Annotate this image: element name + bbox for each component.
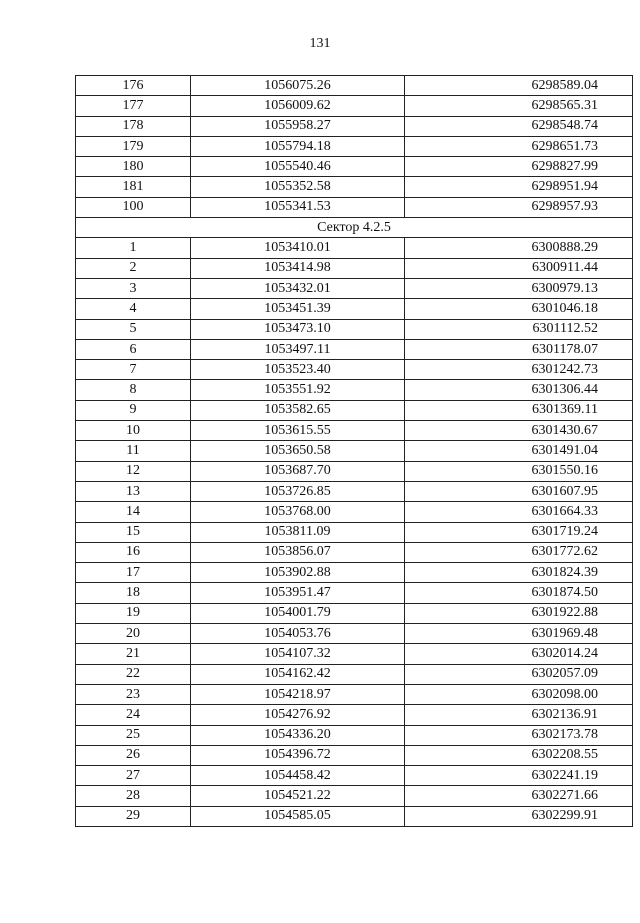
y-coordinate-cell: 6301922.88	[405, 603, 633, 623]
y-coordinate-cell: 6298651.73	[405, 136, 633, 156]
x-coordinate-cell: 1054107.32	[191, 644, 405, 664]
point-number-cell: 6	[76, 339, 191, 359]
x-coordinate-cell: 1053615.55	[191, 421, 405, 441]
y-coordinate-cell: 6302299.91	[405, 806, 633, 826]
point-number-cell: 17	[76, 563, 191, 583]
table-row	[76, 400, 633, 420]
table-row	[76, 603, 633, 623]
section-header-body	[76, 218, 633, 238]
x-coordinate-cell: 1053811.09	[191, 522, 405, 542]
table-row	[76, 624, 633, 644]
table-body-top	[76, 76, 633, 218]
point-number-cell: 177	[76, 96, 191, 116]
section-title: Сектор 4.2.5	[76, 218, 633, 238]
point-number-cell: 15	[76, 522, 191, 542]
table-row	[76, 786, 633, 806]
table-row	[76, 806, 633, 826]
x-coordinate-cell: 1053473.10	[191, 319, 405, 339]
y-coordinate-cell: 6300911.44	[405, 258, 633, 278]
x-coordinate-cell: 1054276.92	[191, 705, 405, 725]
y-coordinate-cell: 6302271.66	[405, 786, 633, 806]
table-row	[76, 542, 633, 562]
table-row	[76, 278, 633, 298]
point-number-cell: 11	[76, 441, 191, 461]
point-number-cell: 22	[76, 664, 191, 684]
y-coordinate-cell: 6301550.16	[405, 461, 633, 481]
point-number-cell: 23	[76, 684, 191, 704]
y-coordinate-cell: 6300888.29	[405, 238, 633, 258]
x-coordinate-cell: 1053414.98	[191, 258, 405, 278]
y-coordinate-cell: 6302208.55	[405, 745, 633, 765]
point-number-cell: 25	[76, 725, 191, 745]
point-number-cell: 16	[76, 542, 191, 562]
point-number-cell: 29	[76, 806, 191, 826]
table-row	[76, 339, 633, 359]
x-coordinate-cell: 1053497.11	[191, 339, 405, 359]
table-row	[76, 684, 633, 704]
x-coordinate-cell: 1055540.46	[191, 157, 405, 177]
table-row	[76, 705, 633, 725]
table-row	[76, 421, 633, 441]
table-row	[76, 299, 633, 319]
y-coordinate-cell: 6301772.62	[405, 542, 633, 562]
point-number-cell: 1	[76, 238, 191, 258]
x-coordinate-cell: 1054521.22	[191, 786, 405, 806]
y-coordinate-cell: 6301242.73	[405, 360, 633, 380]
y-coordinate-cell: 6301491.04	[405, 441, 633, 461]
point-number-cell: 19	[76, 603, 191, 623]
x-coordinate-cell: 1054458.42	[191, 766, 405, 786]
x-coordinate-cell: 1055794.18	[191, 136, 405, 156]
x-coordinate-cell: 1054001.79	[191, 603, 405, 623]
table-row	[76, 583, 633, 603]
x-coordinate-cell: 1053856.07	[191, 542, 405, 562]
point-number-cell: 176	[76, 76, 191, 96]
coordinates-table	[75, 75, 633, 827]
x-coordinate-cell: 1056075.26	[191, 76, 405, 96]
section-header-row	[76, 218, 633, 238]
point-number-cell: 28	[76, 786, 191, 806]
x-coordinate-cell: 1053410.01	[191, 238, 405, 258]
point-number-cell: 4	[76, 299, 191, 319]
x-coordinate-cell: 1053951.47	[191, 583, 405, 603]
point-number-cell: 27	[76, 766, 191, 786]
y-coordinate-cell: 6301824.39	[405, 563, 633, 583]
x-coordinate-cell: 1053551.92	[191, 380, 405, 400]
point-number-cell: 8	[76, 380, 191, 400]
y-coordinate-cell: 6298827.99	[405, 157, 633, 177]
x-coordinate-cell: 1053523.40	[191, 360, 405, 380]
y-coordinate-cell: 6302173.78	[405, 725, 633, 745]
x-coordinate-cell: 1053582.65	[191, 400, 405, 420]
y-coordinate-cell: 6298951.94	[405, 177, 633, 197]
table-body-bottom	[76, 238, 633, 827]
table-row	[76, 664, 633, 684]
y-coordinate-cell: 6298957.93	[405, 197, 633, 217]
table-row	[76, 725, 633, 745]
table-row	[76, 766, 633, 786]
x-coordinate-cell: 1054336.20	[191, 725, 405, 745]
x-coordinate-cell: 1053650.58	[191, 441, 405, 461]
table-row	[76, 522, 633, 542]
point-number-cell: 21	[76, 644, 191, 664]
y-coordinate-cell: 6298565.31	[405, 96, 633, 116]
point-number-cell: 24	[76, 705, 191, 725]
table-row	[76, 238, 633, 258]
y-coordinate-cell: 6301306.44	[405, 380, 633, 400]
point-number-cell: 5	[76, 319, 191, 339]
table-row	[76, 502, 633, 522]
x-coordinate-cell: 1053432.01	[191, 278, 405, 298]
table-row	[76, 441, 633, 461]
point-number-cell: 14	[76, 502, 191, 522]
point-number-cell: 3	[76, 278, 191, 298]
point-number-cell: 7	[76, 360, 191, 380]
table-row	[76, 197, 633, 217]
table-row	[76, 319, 633, 339]
y-coordinate-cell: 6301178.07	[405, 339, 633, 359]
x-coordinate-cell: 1053451.39	[191, 299, 405, 319]
y-coordinate-cell: 6298589.04	[405, 76, 633, 96]
y-coordinate-cell: 6301607.95	[405, 481, 633, 501]
point-number-cell: 179	[76, 136, 191, 156]
point-number-cell: 178	[76, 116, 191, 136]
x-coordinate-cell: 1053726.85	[191, 481, 405, 501]
table-row	[76, 380, 633, 400]
y-coordinate-cell: 6298548.74	[405, 116, 633, 136]
y-coordinate-cell: 6302057.09	[405, 664, 633, 684]
y-coordinate-cell: 6302136.91	[405, 705, 633, 725]
y-coordinate-cell: 6301430.67	[405, 421, 633, 441]
point-number-cell: 18	[76, 583, 191, 603]
table-row	[76, 76, 633, 96]
y-coordinate-cell: 6302241.19	[405, 766, 633, 786]
point-number-cell: 9	[76, 400, 191, 420]
y-coordinate-cell: 6301719.24	[405, 522, 633, 542]
table-row	[76, 481, 633, 501]
point-number-cell: 100	[76, 197, 191, 217]
x-coordinate-cell: 1053768.00	[191, 502, 405, 522]
x-coordinate-cell: 1055958.27	[191, 116, 405, 136]
point-number-cell: 20	[76, 624, 191, 644]
table-row	[76, 644, 633, 664]
x-coordinate-cell: 1054053.76	[191, 624, 405, 644]
table-row	[76, 157, 633, 177]
y-coordinate-cell: 6301046.18	[405, 299, 633, 319]
table-row	[76, 177, 633, 197]
table-row	[76, 136, 633, 156]
x-coordinate-cell: 1053687.70	[191, 461, 405, 481]
point-number-cell: 10	[76, 421, 191, 441]
x-coordinate-cell: 1054396.72	[191, 745, 405, 765]
y-coordinate-cell: 6301874.50	[405, 583, 633, 603]
x-coordinate-cell: 1054162.42	[191, 664, 405, 684]
x-coordinate-cell: 1056009.62	[191, 96, 405, 116]
x-coordinate-cell: 1053902.88	[191, 563, 405, 583]
point-number-cell: 180	[76, 157, 191, 177]
point-number-cell: 13	[76, 481, 191, 501]
y-coordinate-cell: 6302098.00	[405, 684, 633, 704]
y-coordinate-cell: 6300979.13	[405, 278, 633, 298]
point-number-cell: 26	[76, 745, 191, 765]
point-number-cell: 2	[76, 258, 191, 278]
point-number-cell: 181	[76, 177, 191, 197]
table-row	[76, 461, 633, 481]
table-row	[76, 360, 633, 380]
point-number-cell: 12	[76, 461, 191, 481]
y-coordinate-cell: 6302014.24	[405, 644, 633, 664]
x-coordinate-cell: 1055352.58	[191, 177, 405, 197]
y-coordinate-cell: 6301664.33	[405, 502, 633, 522]
table-row	[76, 563, 633, 583]
table-row	[76, 745, 633, 765]
y-coordinate-cell: 6301369.11	[405, 400, 633, 420]
table-row	[76, 96, 633, 116]
y-coordinate-cell: 6301969.48	[405, 624, 633, 644]
y-coordinate-cell: 6301112.52	[405, 319, 633, 339]
x-coordinate-cell: 1054585.05	[191, 806, 405, 826]
page-number: 131	[309, 36, 331, 51]
x-coordinate-cell: 1054218.97	[191, 684, 405, 704]
x-coordinate-cell: 1055341.53	[191, 197, 405, 217]
table-row	[76, 258, 633, 278]
table-row	[76, 116, 633, 136]
